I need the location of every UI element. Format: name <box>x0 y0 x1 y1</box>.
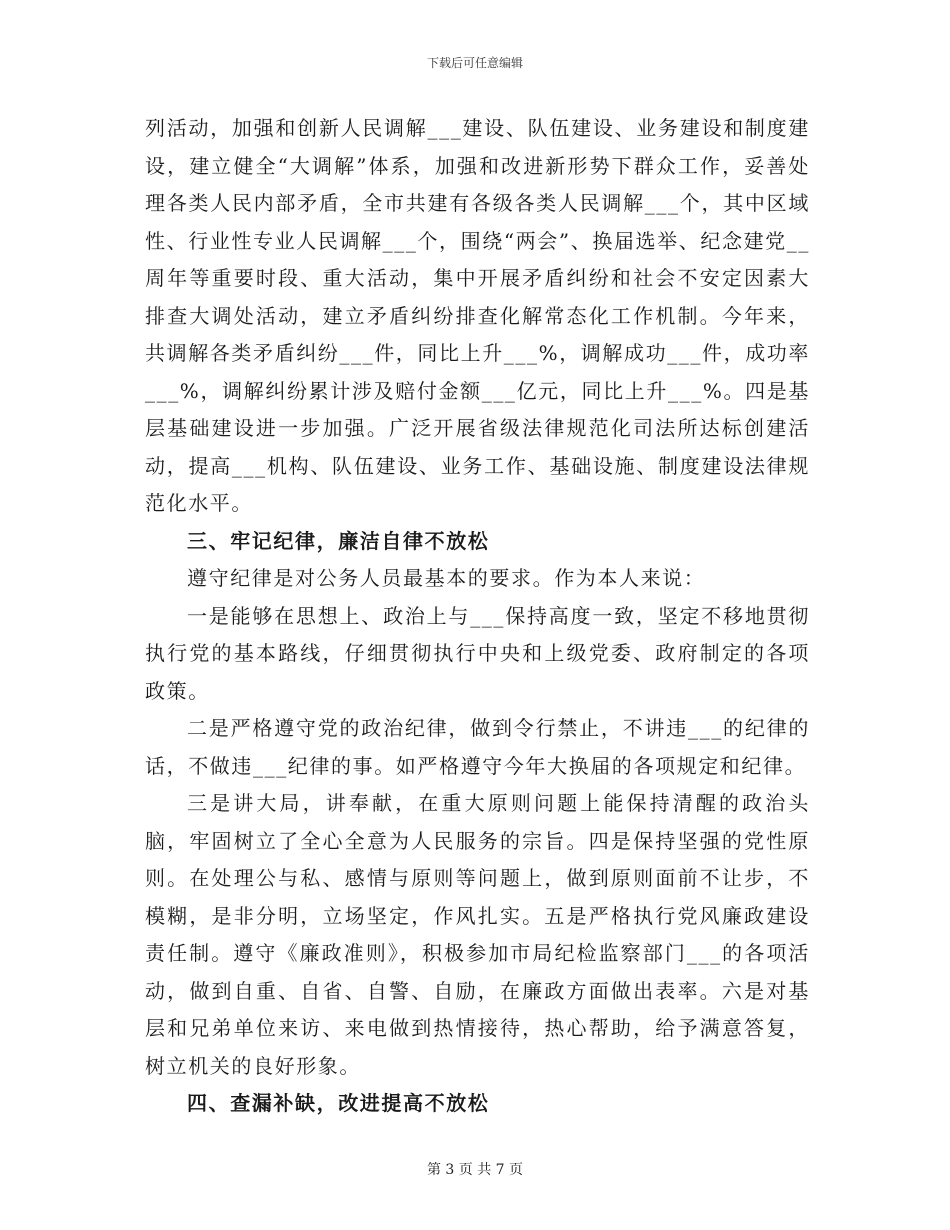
document-body <box>145 110 810 1123</box>
paragraph-mediation-work: 列活动，加强和创新人民调解___建设、队伍建设、业务建设和制度建设，建立健全“大调解”体系，加强和改进新形势下群众工作，妥善处理各类人民内部矛盾，全市共建有各级各类人民调解___个，其中区域性、行业性专业人民调解___个，围绕“两会”、换届选举、纪念建党__周年等重要时段、重大活动，集中开展矛盾纠纷和社会不安定因素大排查大调处活动，建立矛盾纠纷排查化解常态化工作机制。今年来，共调解各类矛盾纠纷___件，同比上升___%，调解成功___件，成功率___%，调解纠纷累计涉及赔付金额___亿元，同比上升___%。四是基层基础建设进一步加强。广泛开展省级法律规范化司法所达标创建活动，提高___机构、队伍建设、业务工作、基础设施、制度建设法律规范化水平。 <box>145 116 811 515</box>
header-note: 下载后可任意编辑 <box>426 56 523 70</box>
section-heading-improvement: 四、查漏补缺，改进提高不放松 <box>187 1091 490 1115</box>
paragraph-point-one: 一是能够在思想上、政治上与___保持高度一致，坚定不移地贯彻执行党的基本路线，仔细贯彻执行中央和上级党委、政府制定的各项政策。 <box>145 603 810 703</box>
page-number: 第 3 页 共 7 页 <box>426 1162 524 1178</box>
paragraph-point-two: 二是严格遵守党的政治纪律，做到令行禁止，不讲违___的纪律的话，不做违___纪律的事。如严格遵守今年大换届的各项规定和纪律。 <box>145 716 810 778</box>
paragraph-discipline-intro: 遵守纪律是对公务人员最基本的要求。作为本人来说： <box>187 566 706 590</box>
paragraph-point-three-to-six: 三是讲大局，讲奉献，在重大原则问题上能保持清醒的政治头脑，牢固树立了全心全意为人民服务的宗旨。四是保持坚强的党性原则。在处理公与私、感情与原则等问题上，做到原则面前不让步，不模糊，是非分明，立场坚定，作风扎实。五是严格执行党风廉政建设责任制。遵守《廉政准则》，积极参加市局纪检监察部门___的各项活动，做到自重、自省、自警、自励，在廉政方面做出表率。六是对基层和兄弟单位来访、来电做到热情接待，热心帮助，给予满意答复，树立机关的良好形象。 <box>145 791 810 1078</box>
section-heading-discipline: 三、牢记纪律，廉洁自律不放松 <box>187 528 490 553</box>
